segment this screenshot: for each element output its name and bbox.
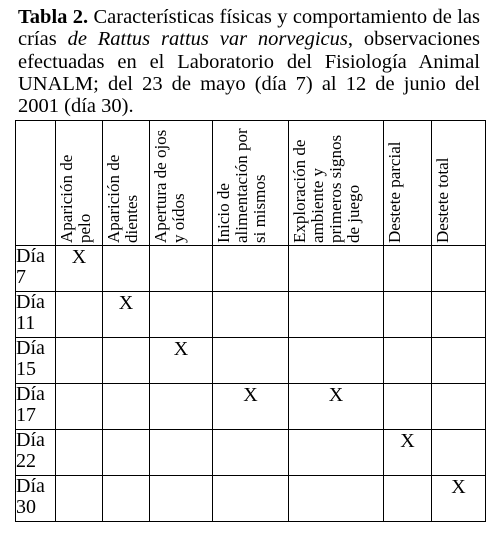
mark-cell xyxy=(56,476,103,522)
mark-cell xyxy=(289,338,384,384)
mark-cell xyxy=(384,384,432,430)
mark-cell xyxy=(150,292,213,338)
col-header-label: Inicio de alimentación por si mismos xyxy=(214,128,269,243)
day-cell: Día 15 xyxy=(16,338,56,384)
mark-cell xyxy=(432,292,486,338)
mark-cell xyxy=(213,476,289,522)
col-header-destete-total xyxy=(432,121,486,246)
mark-cell xyxy=(103,338,150,384)
table-row xyxy=(16,246,486,292)
table-row xyxy=(16,338,486,384)
mark-cell: X xyxy=(213,384,289,430)
mark-cell xyxy=(56,338,103,384)
table-row xyxy=(16,384,486,430)
day-cell: Día 11 xyxy=(16,292,56,338)
caption-label: Tabla 2. xyxy=(18,6,89,28)
caption-text-1: Características físicas y comportamiento de las crías xyxy=(18,6,480,51)
col-header-alimentacion xyxy=(213,121,289,246)
day-cell: Día 17 xyxy=(16,384,56,430)
caption-species: de Rattus rattus var norvegicus xyxy=(67,28,348,51)
development-table xyxy=(15,120,486,522)
mark-cell xyxy=(56,292,103,338)
mark-cell xyxy=(289,246,384,292)
mark-cell xyxy=(432,246,486,292)
mark-cell xyxy=(289,476,384,522)
mark-cell xyxy=(384,292,432,338)
col-header-label: Aparición de pelo xyxy=(57,154,94,243)
mark-cell xyxy=(384,338,432,384)
mark-cell xyxy=(384,476,432,522)
col-header-destete-parcial xyxy=(384,121,432,246)
mark-cell xyxy=(289,430,384,476)
col-header-pelo xyxy=(56,121,103,246)
mark-cell xyxy=(150,384,213,430)
col-header-label: Exploración de ambiente y primeros signos de juego xyxy=(290,134,363,243)
mark-cell xyxy=(432,384,486,430)
mark-cell xyxy=(213,292,289,338)
mark-cell: X xyxy=(384,430,432,476)
day-cell: Día 22 xyxy=(16,430,56,476)
header-row xyxy=(16,121,486,246)
mark-cell xyxy=(213,338,289,384)
table-row xyxy=(16,292,486,338)
mark-cell: X xyxy=(289,384,384,430)
mark-cell xyxy=(56,430,103,476)
mark-cell xyxy=(432,338,486,384)
mark-cell xyxy=(103,384,150,430)
col-header-ojos xyxy=(150,121,213,246)
mark-cell xyxy=(150,246,213,292)
mark-cell xyxy=(150,476,213,522)
mark-cell xyxy=(150,430,213,476)
col-header-label: Destete parcial xyxy=(385,141,404,243)
table-caption xyxy=(18,6,480,117)
table-row xyxy=(16,476,486,522)
col-header-label: Destete total xyxy=(433,157,452,243)
day-cell: Día 30 xyxy=(16,476,56,522)
mark-cell: X xyxy=(103,292,150,338)
col-header-label: Aparición de dientes xyxy=(104,154,141,243)
table-row xyxy=(16,430,486,476)
mark-cell xyxy=(103,246,150,292)
mark-cell: X xyxy=(56,246,103,292)
corner-cell xyxy=(16,121,56,246)
caption-text-2: , observaciones efectuadas en el Laboratorio del Fisiología Animal UNALM; del 23 de mayo (día 7) al 12 de junio del 2001 (día 30). xyxy=(18,28,480,118)
mark-cell xyxy=(56,384,103,430)
mark-cell xyxy=(103,476,150,522)
mark-cell xyxy=(213,246,289,292)
mark-cell xyxy=(432,430,486,476)
mark-cell: X xyxy=(432,476,486,522)
mark-cell xyxy=(213,430,289,476)
col-header-exploracion xyxy=(289,121,384,246)
col-header-dientes xyxy=(103,121,150,246)
mark-cell xyxy=(384,246,432,292)
day-cell: Día 7 xyxy=(16,246,56,292)
mark-cell: X xyxy=(150,338,213,384)
mark-cell xyxy=(103,430,150,476)
mark-cell xyxy=(289,292,384,338)
col-header-label: Apertura de ojos y oídos xyxy=(151,129,188,243)
